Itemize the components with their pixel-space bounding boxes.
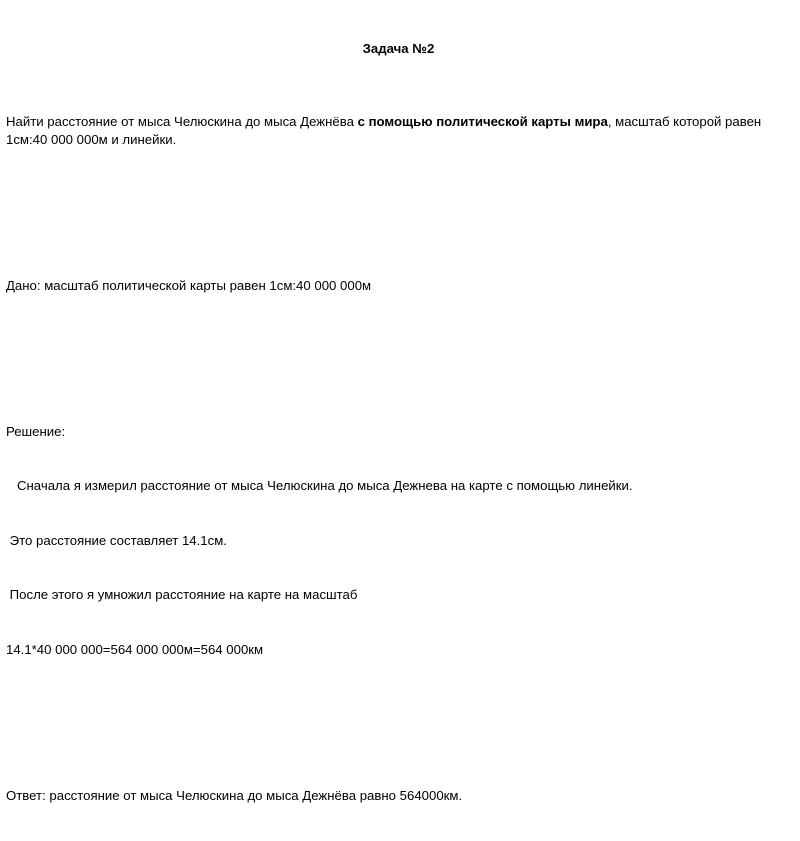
given-text: Дано: масштаб политической карты равен 1см:40 000 000м (6, 278, 372, 294)
slide-content (6, 4, 791, 841)
solution-line: Сначала я измерил расстояние от мыса Челюскина до мыса Дежнева на карте с помощью линейки. (6, 478, 633, 494)
spacer (6, 714, 791, 732)
answer-text: Ответ: расстояние от мыса Челюскина до мыса Дежнёва равно 564000км. (6, 787, 463, 803)
solution-line: 14.1*40 000 000=564 000 000м=564 000км (6, 642, 264, 658)
solution-heading: Решение: (6, 423, 66, 439)
task-statement-part2: , масштаб которой равен 1см:40 000 000м и линейки. (6, 114, 765, 148)
task-statement-bold: с помощью политической карты мира (357, 114, 608, 130)
task-statement-part1: Найти расстояние от мыса Челюскина до мыса Дежнёва (6, 114, 358, 130)
solution-line: Это расстояние составляет 14.1см. (6, 532, 227, 548)
task-title: Задача №2 (362, 41, 435, 57)
solution-line: После этого я умножил расстояние на карте на масштаб (6, 587, 358, 603)
spacer (6, 350, 791, 368)
spacer (6, 204, 791, 222)
task-statement (6, 113, 791, 149)
